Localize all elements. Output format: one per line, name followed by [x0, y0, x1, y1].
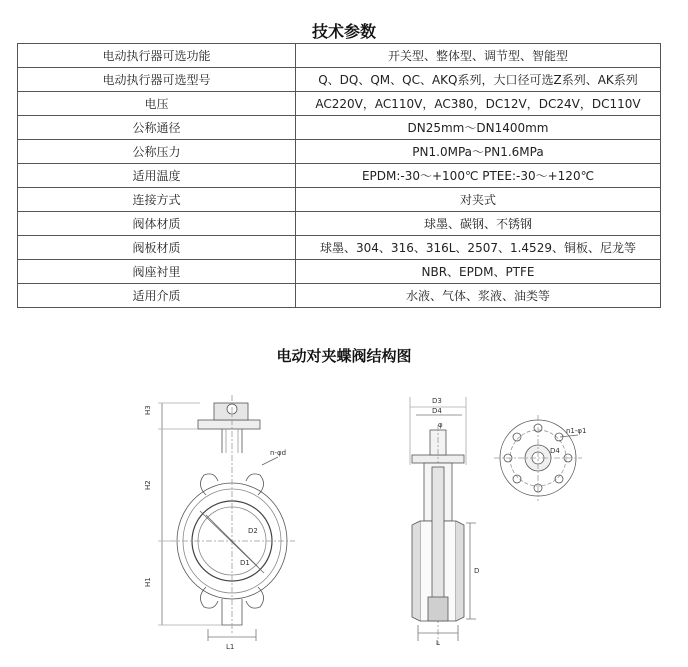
structure-diagram-title: 电动对夹蝶阀结构图 [276, 347, 412, 365]
table-row [18, 188, 661, 212]
dim-h1-label: H1 [144, 577, 152, 587]
dim-h2-label: H2 [144, 480, 152, 490]
param-value: 球墨、304、316、316L、2507、1.4529、铜板、尼龙等 [296, 236, 661, 260]
dim-d-label: D [474, 567, 480, 575]
param-label: 公称压力 [18, 140, 296, 164]
table-row [18, 44, 661, 68]
side-section-view [410, 397, 476, 645]
param-value: 水液、气体、浆液、油类等 [296, 284, 661, 308]
param-label: 适用介质 [18, 284, 296, 308]
param-value: 对夹式 [296, 188, 661, 212]
table-row [18, 236, 661, 260]
table-row [18, 260, 661, 284]
param-label: 阀板材质 [18, 236, 296, 260]
table-row [18, 284, 661, 308]
param-value: DN25mm～DN1400mm [296, 116, 661, 140]
param-value: 开关型、整体型、调节型、智能型 [296, 44, 661, 68]
dim-d4-label: D4 [432, 407, 442, 415]
param-value: EPDM:-30～+100℃ PTEE:-30～+120℃ [296, 164, 661, 188]
front-view [158, 395, 295, 641]
param-value: PN1.0MPa～PN1.6MPa [296, 140, 661, 164]
param-value: Q、DQ、QM、QC、AKQ系列，大口径可选Z系列、AK系列 [296, 68, 661, 92]
param-label: 电动执行器可选型号 [18, 68, 296, 92]
tech-params-table [17, 43, 661, 308]
param-label: 连接方式 [18, 188, 296, 212]
dim-d3-label: D3 [432, 397, 442, 405]
param-label: 电动执行器可选功能 [18, 44, 296, 68]
param-label: 电压 [18, 92, 296, 116]
dim-l-label: L [436, 639, 440, 647]
dim-phi-label: φ [438, 421, 443, 429]
dim-d1-label: D1 [240, 559, 250, 567]
dim-d2-label: D2 [248, 527, 258, 535]
param-value: 球墨、碳钢、不锈钢 [296, 212, 661, 236]
tech-params-title: 技术参数 [311, 22, 376, 41]
valve-structure-drawing [0, 375, 688, 667]
param-value: AC220V，AC110V，AC380，DC12V，DC24V，DC110V [296, 92, 661, 116]
dim-l1-label: L1 [226, 643, 235, 651]
param-label: 阀体材质 [18, 212, 296, 236]
table-row [18, 212, 661, 236]
table-row [18, 68, 661, 92]
table-row [18, 92, 661, 116]
param-label: 公称通径 [18, 116, 296, 140]
dim-nphi-label: n-φd [270, 449, 287, 457]
param-value: NBR、EPDM、PTFE [296, 260, 661, 284]
table-row [18, 116, 661, 140]
param-label: 适用温度 [18, 164, 296, 188]
dim-flange-d4-label: D4 [550, 447, 560, 455]
dim-n1phi1-label: n1-φ1 [566, 427, 587, 435]
table-row [18, 164, 661, 188]
dim-h3-label: H3 [144, 405, 152, 415]
table-row [18, 140, 661, 164]
param-label: 阀座衬里 [18, 260, 296, 284]
